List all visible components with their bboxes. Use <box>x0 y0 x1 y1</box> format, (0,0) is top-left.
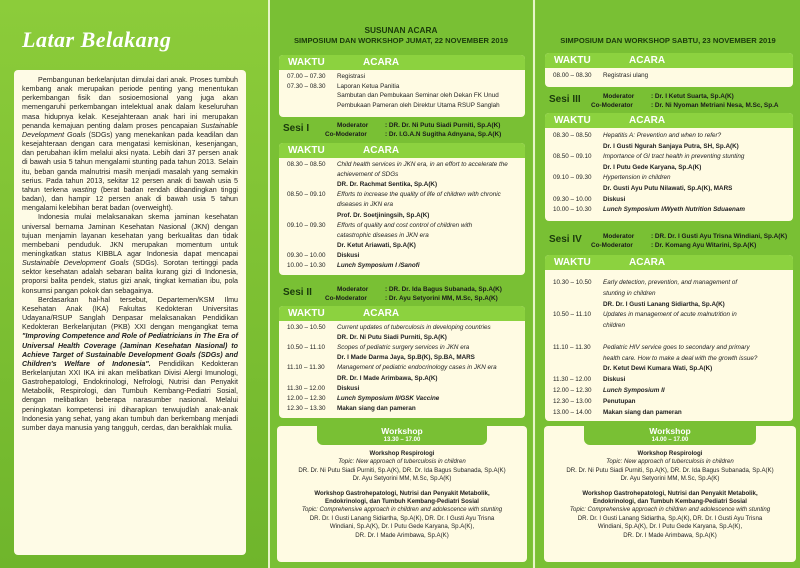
workshop-line: Workshop Gastrohepatologi, Nutrisi dan Penyakit Metabolik, <box>314 489 490 497</box>
agenda-cell: Scopes of pediatric surgery services in JKN era <box>337 344 470 352</box>
time-cell: 07.00 – 07.30 <box>287 73 326 80</box>
schedule-row <box>279 364 525 374</box>
schedule-title: SUSUNAN ACARA <box>364 25 438 35</box>
paragraph-2: Indonesia mulai melaksanakan skema jaminan kesehatan universal bernama Jaminan Kesehatan Nasional (JKN) dengan tujuan menjamin layanan kesehatan yang berkualitas dan tidak membebani penduduk. JKN merupakan momentum untuk meningkatkan status KIBBLA agar Indonesia dapat mencapai Sustainable Development Goals (SDGs). Sorotan tertinggi pada sektor kesehatan adalah sebaran balita kurang gizi di Indonesia, proporsi balita pendek, status gizi anak, tingkat kematian ibu, pola konsumsi pangan pokok dan sebagainya. <box>22 213 238 295</box>
agenda-cell: Early detection, prevention, and management of <box>603 279 738 286</box>
schedule-row <box>279 181 525 191</box>
table-header: WAKTU ACARA <box>545 53 793 68</box>
section-title: Latar Belakang <box>22 27 172 52</box>
workshop-line: Topic: Comprehensive approach in children and adolescence with stunting <box>569 506 771 514</box>
agenda-cell: Lunch Symposium I/Wyeth Nutrition Sduaenam <box>603 206 745 214</box>
agenda-cell: Prof. Dr. Soetjiningsih, Sp.A(K) <box>337 211 430 219</box>
workshop-item <box>277 515 527 523</box>
time-cell: 10.00 – 10.30 <box>553 206 592 214</box>
saturday-schedule-panel <box>536 0 800 568</box>
time-cell: 12.00 – 12.30 <box>287 394 326 402</box>
schedule-row <box>279 262 525 272</box>
workshop-line: Dr. Ayu Setyorini MM, M.Sc, Sp.A(K) <box>352 475 452 483</box>
workshop-line: Dr. Ayu Setyorini MM, M.Sc, Sp.A(K) <box>620 475 720 483</box>
session-3-box <box>545 113 793 221</box>
co-moderator-name: : Dr. Ayu Setyorini MM, M.Sc, Sp.A(K) <box>385 295 498 302</box>
agenda-cell: Pediatric HIV service goes to secondary and primary <box>603 343 750 351</box>
workshop-item <box>544 498 796 506</box>
time-cell: 11.10 – 11.30 <box>287 364 325 372</box>
workshop-line: Windiani, Sp.A(K), Dr. I Putu Gede Karyana, Sp.A(K), <box>597 523 743 531</box>
time-cell: 08.30 – 08.50 <box>287 161 326 168</box>
agenda-cell: Registrasi <box>337 73 365 80</box>
friday-schedule-panel <box>270 0 532 568</box>
session-4-header <box>545 231 795 253</box>
agenda-cell: catastrophic diseases in JKN era <box>337 231 429 239</box>
agenda-cell: Dr. Ketut Dewi Kumara Wati, Sp.A(K) <box>603 365 713 373</box>
schedule-row <box>545 153 793 164</box>
agenda-cell: Updates in management of acute malnutrition in <box>603 311 737 319</box>
time-cell: 09.30 – 10.00 <box>287 251 326 259</box>
time-cell: 09.30 – 10.00 <box>553 195 592 203</box>
divider <box>533 0 535 568</box>
session-2-box <box>279 306 525 418</box>
workshop-item <box>277 458 527 466</box>
schedule-row <box>279 252 525 262</box>
time-cell: 08.30 – 08.50 <box>553 132 592 139</box>
friday-heading: SIMPOSIUM DAN WORKSHOP JUMAT, 22 NOVEMBER 2019 <box>293 36 509 45</box>
schedule-row <box>279 405 525 415</box>
schedule-row <box>279 375 525 385</box>
session-3-header <box>545 91 795 113</box>
session-4-box <box>545 255 793 421</box>
schedule-row <box>279 242 525 252</box>
moderator-name: : DR. Dr. I Gusti Ayu Trisna Windiani, Sp.A(K) <box>651 233 788 240</box>
moderator-label: Moderator <box>337 122 369 129</box>
workshop-item <box>277 498 527 506</box>
workshop-header: Workshop 13.30 – 17.00 <box>317 426 487 445</box>
co-moderator-label: Co-Moderator <box>325 131 367 138</box>
schedule-row <box>545 311 793 322</box>
co-moderator-label: Co-Moderator <box>325 295 367 302</box>
schedule-row <box>545 206 793 217</box>
schedule-row <box>279 83 525 93</box>
workshop-item <box>277 506 527 514</box>
agenda-cell: Pembukaan Pameran oleh Direktur Utama RSUP Sanglah <box>337 101 500 109</box>
schedule-row <box>279 191 525 201</box>
schedule-row <box>279 222 525 232</box>
co-moderator-label: Co-Moderator <box>591 102 633 109</box>
moderator-label: Moderator <box>603 233 635 240</box>
latar-belakang-panel <box>0 0 268 568</box>
moderator-label: Moderator <box>337 286 369 293</box>
agenda-cell: Sambutan dan Pembukaan Seminar oleh Dekan FK Unud <box>337 92 499 99</box>
schedule-row <box>279 344 525 354</box>
time-cell: 12.30 – 13.30 <box>287 404 326 412</box>
table-header: WAKTU ACARA <box>545 113 793 128</box>
workshop-box <box>544 426 796 562</box>
paragraph-3: Berdasarkan hal-hal tersebut, Departemen/KSM Ilmu Kesehatan Anak (IKA) Fakultas Kedokteran Universitas Udayana/RSUP Sanglah Denpasar melaksanakan Pendidikan Kedokteran Berkelanjutan (PKB) XXI dengan mengangkat tema "Improving Competence and Role of Pediatricians in The Era of Universal Health Coverage (Jaminan Kesehatan Nasional) to Achieve Target of Sustainable Development Goals (SDGs) and Children's Welfare of Indonesia". Pendidikan Kedokteran Berkelanjutan XXI IKA ini akan melibatkan Divisi Alergi Imunologi, Gastrohepatologi, Endokrinologi, Nefrologi, Nutrisi dan Penyakit Metabolik, Respirologi, dan Tumbuh Kembang-Pediatri Sosial, dengan melibatkan beberapa narasumber nasional. Melalui peningkatan kompetensi ini diharapkan terwujudlah anak-anak Indonesia yang sehat, yang akan tumbuh dan berkembang menjadi sumber daya manusia yang tangguh, cerdas, dan berakhlak mulia. <box>22 295 239 432</box>
schedule-row <box>545 196 793 207</box>
saturday-heading: SIMPOSIUM DAN WORKSHOP SABTU, 23 NOVEMBER 2019 <box>560 36 776 45</box>
workshop-line: Topic: New approach of tuberculosis in children <box>338 458 466 466</box>
schedule-row <box>279 385 525 395</box>
schedule-row <box>545 387 793 398</box>
workshop-item <box>544 532 796 540</box>
schedule-row <box>279 171 525 181</box>
moderator-name: : DR. Dr. Ni Putu Siadi Purniti, Sp.A(K) <box>385 122 501 129</box>
agenda-cell: Diskusi <box>603 195 626 203</box>
agenda-cell: Hepatitis A: Prevention and when to refer? <box>603 132 722 139</box>
agenda-cell: Dr. I Putu Gede Karyana, Sp.A(K) <box>603 163 702 171</box>
agenda-cell: Dr. I Made Darma Jaya, Sp.B(K), Sp.BA, MARS <box>337 354 475 362</box>
workshop-line: DR. Dr. I Made Arimbawa, Sp.A(K) <box>623 531 717 539</box>
time-cell: 10.30 – 10.50 <box>553 279 592 286</box>
moderator-name: : Dr. I Ketut Suarta, Sp.A(K) <box>651 93 734 100</box>
paragraph-1: Pembangunan berkelanjutan dimulai dari anak. Proses tumbuh kembang anak merupakan periode penting yang menentukan perkembangan fisik dan sosioemosional yang juga akan memengaruhi perkembangan intelektual anak dalam keseluruhan masa hidupnya kelak. Kesejahteraan anak hari ini merupakan penanda kemajuan penting dalam proses pencapaian Sustainable Development Goals (SDGs) yang menekankan pada keadilan dan kesejahteraan dengan cara mengatasi kemiskinan, kesenjangan, dan perubahan iklim melalui aksi nyata. Lebih dari 37 persen anak di bawah usia 5 tahun mengalami stunting pada tahun 2013. Selain itu, beban ganda malnutrisi masih menjadi masalah yang semakin serius. Pada tahun 2013, sekitar 12 persen anak di bawah usia 5 tahun terkena wasting (berat badan rendah dibandingkan tinggi badan), dan hampir 12 persen anak di bawah usia 5 tahun mengalami kelebihan berat badan (overweight). <box>22 76 239 213</box>
agenda-cell: children <box>603 322 626 330</box>
schedule-row <box>545 365 793 376</box>
workshop-line: Windiani, Sp.A(K), Dr. I Putu Gede Karyana, Sp.A(K), <box>329 523 475 531</box>
opening-box <box>545 53 793 87</box>
table-header: WAKTU ACARA <box>279 306 525 321</box>
schedule-row <box>545 409 793 420</box>
time-cell: 12.00 – 12.30 <box>553 387 592 394</box>
agenda-cell: Efforts of quality and cost control of children with <box>337 221 473 229</box>
time-cell: 09.10 – 09.30 <box>553 174 592 182</box>
table-header: WAKTU ACARA <box>545 255 793 270</box>
agenda-cell: Dr. I Gusti Ngurah Sanjaya Putra, SH, Sp.A(K) <box>603 142 739 150</box>
co-moderator-name: : Dr. I.G.A.N Sugitha Adnyana, Sp.A(K) <box>385 131 502 138</box>
table-header: WAKTU ACARA <box>279 143 525 158</box>
time-cell: 08.50 – 09.10 <box>553 153 592 161</box>
workshop-item <box>277 532 527 540</box>
agenda-cell: health care. How to make a deal with the growth issue? <box>603 354 758 362</box>
workshop-item <box>544 467 796 475</box>
workshop-item <box>277 450 527 458</box>
schedule-row <box>545 132 793 143</box>
agenda-cell: Dr. Ketut Ariawati, Sp.A(K) <box>337 241 416 249</box>
workshop-line: DR. Dr. I Gusti Lanang Sidiartha, Sp.A(K), DR. Dr. I Gusti Ayu Trisna <box>309 514 495 522</box>
co-moderator-name: : Dr. Ni Nyoman Metriani Nesa, M.Sc, Sp.A <box>651 102 779 109</box>
agenda-cell: Dr. Gusti Ayu Putu Nilawati, Sp.A(K), MARS <box>603 185 733 192</box>
schedule-row <box>545 355 793 366</box>
agenda-cell: DR. Dr. Ni Putu Siadi Purniti, Sp.A(K) <box>337 334 447 342</box>
schedule-row <box>545 143 793 154</box>
agenda-cell: Makan siang dan pameran <box>603 408 682 416</box>
time-cell: 10.50 – 11.10 <box>553 311 592 319</box>
agenda-cell: achievement of SDGs <box>337 171 399 179</box>
opening-box <box>279 55 525 117</box>
schedule-row <box>279 324 525 334</box>
schedule-row <box>279 92 525 102</box>
time-cell: 11.10 – 11.30 <box>553 343 591 351</box>
schedule-row <box>279 102 525 112</box>
time-cell: 11.30 – 12.00 <box>287 384 326 392</box>
workshop-item <box>544 523 796 531</box>
time-cell: 13.00 – 14.00 <box>553 408 592 416</box>
schedule-row <box>279 212 525 222</box>
schedule-row <box>545 322 793 333</box>
agenda-cell: Management of pediatric endocrinology cases in JKN era <box>337 364 497 372</box>
agenda-cell: diseases in JKN era <box>337 201 393 209</box>
workshop-line: DR. Dr. Ni Putu Siadi Purniti, Sp.A(K), DR. Dr. Ida Bagus Subanada, Sp.A(K) <box>566 466 774 474</box>
agenda-cell: DR. Dr. I Gusti Lanang Sidiartha, Sp.A(K) <box>603 300 725 308</box>
workshop-line: DR. Dr. Ni Putu Siadi Purniti, Sp.A(K), DR. Dr. Ida Bagus Subanada, Sp.A(K) <box>298 466 506 474</box>
agenda-cell: Hypertension in children <box>603 174 671 182</box>
agenda-cell: Diskusi <box>337 251 360 259</box>
workshop-line: Workshop Gastrohepatologi, Nutrisi dan Penyakit Metabolik, <box>582 489 758 497</box>
workshop-item <box>544 515 796 523</box>
table-header: WAKTU ACARA <box>279 55 525 70</box>
workshop-item <box>544 490 796 498</box>
session-label: Sesi I <box>283 123 310 134</box>
background-text <box>14 70 246 555</box>
workshop-line: DR. Dr. I Made Arimbawa, Sp.A(K) <box>355 531 449 539</box>
workshop-line: Topic: Comprehensive approach in children and adolescence with stunting <box>301 506 503 514</box>
workshop-line: Workshop Respirologi <box>637 450 703 457</box>
agenda-cell: Penutupan <box>603 397 636 405</box>
agenda-cell: Child health services in JKN era, in an effort to accelerate the <box>337 161 508 168</box>
session-label: Sesi III <box>549 94 581 105</box>
schedule-row <box>545 164 793 175</box>
schedule-row <box>279 73 525 83</box>
workshop-line: Endokrinologi, dan Tumbuh Kembang-Pediatri Sosial <box>593 498 747 505</box>
schedule-row <box>279 232 525 242</box>
schedule-row <box>545 333 793 344</box>
time-cell: 10.30 – 10.50 <box>287 324 326 331</box>
schedule-row <box>545 185 793 196</box>
agenda-cell: Laporan Ketua Panitia <box>337 82 400 90</box>
schedule-row <box>545 344 793 355</box>
agenda-cell: Diskusi <box>337 384 360 392</box>
time-cell: 08.00 – 08.30 <box>553 72 592 79</box>
workshop-item <box>544 458 796 466</box>
workshop-line: Workshop Respirologi <box>369 450 435 457</box>
workshop-item <box>277 475 527 483</box>
time-cell: 07.30 – 08.30 <box>287 82 326 90</box>
workshop-item <box>277 490 527 498</box>
agenda-cell: Lunch Symposium I /Sanofi <box>337 262 420 269</box>
time-cell: 12.30 – 13.00 <box>553 397 592 405</box>
agenda-cell: Importance of GI tract health in preventing stunting <box>603 153 745 161</box>
agenda-cell: Lunch Symposium II/GSK Vaccine <box>337 394 440 402</box>
schedule-row <box>279 395 525 405</box>
session-1-box <box>279 143 525 275</box>
session-label: Sesi II <box>283 287 312 298</box>
moderator-label: Moderator <box>603 93 635 100</box>
agenda-cell: Makan siang dan pameran <box>337 404 416 412</box>
agenda-cell: stunting in children <box>603 289 656 297</box>
schedule-row <box>545 72 793 82</box>
time-cell: 10.50 – 11.10 <box>287 344 326 352</box>
agenda-cell: Diskusi <box>603 376 626 384</box>
schedule-row <box>545 301 793 312</box>
session-1-header <box>279 120 529 142</box>
workshop-item <box>544 506 796 514</box>
moderator-name: : DR. Dr. Ida Bagus Subanada, Sp.A(K) <box>385 286 502 293</box>
time-cell: 09.10 – 09.30 <box>287 221 326 229</box>
workshop-header: Workshop 14.00 – 17.00 <box>584 426 756 445</box>
schedule-row <box>279 161 525 171</box>
schedule-row <box>545 398 793 409</box>
schedule-row <box>279 354 525 364</box>
workshop-line: Topic: New approach of tuberculosis in children <box>606 458 734 466</box>
workshop-line: Endokrinologi, dan Tumbuh Kembang-Pediatri Sosial <box>325 498 479 505</box>
workshop-item <box>277 523 527 531</box>
schedule-row <box>545 290 793 301</box>
agenda-cell: Current updates of tuberculosis in developing countries <box>337 324 491 331</box>
schedule-row <box>279 334 525 344</box>
workshop-item <box>277 467 527 475</box>
workshop-item <box>544 450 796 458</box>
time-cell: 10.00 – 10.30 <box>287 262 326 269</box>
agenda-cell: DR. Dr. I Made Arimbawa, Sp.A(K) <box>337 374 438 382</box>
schedule-row <box>545 376 793 387</box>
schedule-row <box>545 174 793 185</box>
time-cell: 08.50 – 09.10 <box>287 191 326 199</box>
schedule-row <box>545 279 793 290</box>
session-2-header <box>279 284 529 306</box>
schedule-row <box>279 201 525 211</box>
co-moderator-label: Co-Moderator <box>591 242 633 249</box>
co-moderator-name: : Dr. Komang Ayu Witarini, Sp.A(K) <box>651 242 757 249</box>
workshop-box <box>277 426 527 562</box>
workshop-line: DR. Dr. I Gusti Lanang Sidiartha, Sp.A(K), DR. Dr. I Gusti Ayu Trisna <box>577 514 763 522</box>
agenda-cell: Efforts to increase the quality of life of children with chronic <box>337 191 501 199</box>
session-label: Sesi IV <box>549 234 582 245</box>
workshop-item <box>544 475 796 483</box>
agenda-cell: DR. Dr. Rachmat Sentika, Sp.A(K) <box>337 181 438 189</box>
time-cell: 11.30 – 12.00 <box>553 376 592 384</box>
agenda-cell: Lunch Symposium II <box>603 387 665 394</box>
agenda-cell: Registrasi ulang <box>603 72 649 79</box>
